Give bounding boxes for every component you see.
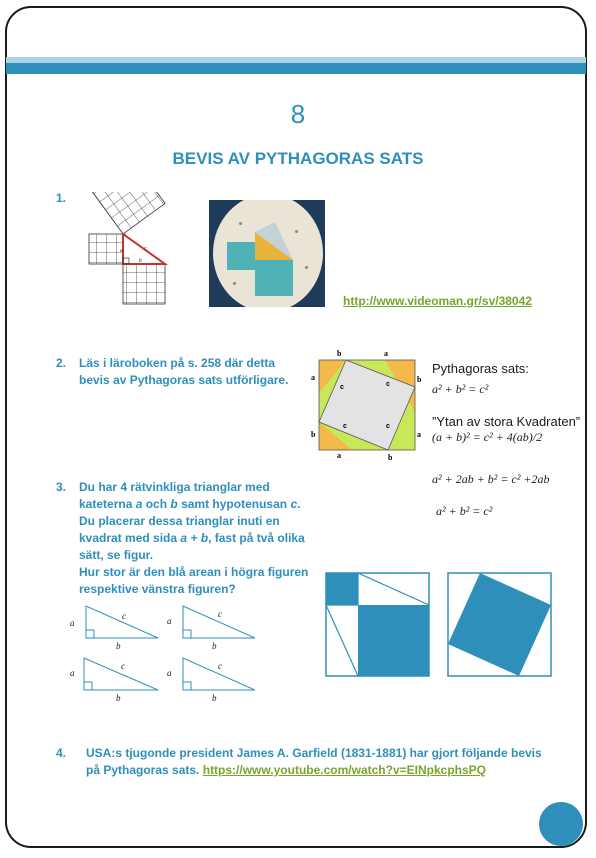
q3-var-c: c bbox=[290, 497, 298, 511]
pythagoras-formula: a² + b² = c² bbox=[432, 382, 489, 396]
q3-text-part: . Du placerar dessa trianglar inuti en kvadrat med sida bbox=[79, 497, 301, 545]
q2-fig-a-top: a bbox=[384, 350, 388, 358]
q3-text bbox=[79, 479, 311, 598]
page-number: 8 bbox=[290, 99, 306, 129]
q1-label-a: a bbox=[120, 248, 123, 254]
q2-fig-b-bottom: b bbox=[388, 453, 393, 460]
wheel-hole bbox=[239, 222, 242, 225]
q2-fig-b-top: b bbox=[337, 350, 342, 358]
tri2-a: a bbox=[167, 616, 172, 626]
wheel-hole bbox=[295, 230, 298, 233]
q1-label-b: b bbox=[139, 258, 142, 264]
q2-fig-c2: c bbox=[386, 381, 390, 388]
q4-youtube-link[interactable]: https://www.youtube.com/watch?v=EINpkcphsPQ bbox=[202, 763, 486, 777]
q3-var-a: a bbox=[135, 497, 143, 511]
q2-number: 2. bbox=[56, 356, 67, 370]
q3-var-b: b bbox=[170, 497, 178, 511]
q3-four-triangles-figure bbox=[66, 600, 266, 708]
q3-text-part: och bbox=[142, 497, 171, 511]
tri4-c: c bbox=[218, 661, 222, 671]
q4-text bbox=[86, 745, 546, 779]
q2-fig-b-left: b bbox=[311, 430, 316, 439]
tri3-a: a bbox=[70, 668, 75, 678]
ytan-formula: (a + b)² = c² + 4(ab)/2 bbox=[432, 430, 543, 444]
q3-var-side: a + b bbox=[180, 531, 209, 545]
wheel-hole bbox=[305, 266, 308, 269]
corner-circle bbox=[539, 802, 583, 846]
q2-fig-a-bottom: a bbox=[337, 451, 341, 460]
q2-fig-c3: c bbox=[343, 423, 347, 430]
q2-fig-a-left: a bbox=[311, 373, 315, 382]
q2-fig-c1: c bbox=[340, 384, 344, 391]
q3-number: 3. bbox=[56, 480, 67, 494]
q3-text-part: , fast på två olika sätt, se figur. bbox=[79, 531, 305, 562]
page-title: BEVIS AV PYTHAGORAS SATS bbox=[172, 149, 424, 168]
tri4-a: a bbox=[167, 668, 172, 678]
expand-formula: a² + 2ab + b² = c² +2ab bbox=[432, 472, 550, 486]
q3-right-square-figure bbox=[446, 571, 554, 679]
pythagoras-sats-label: Pythagoras sats: bbox=[432, 361, 529, 376]
tri2-b: b bbox=[212, 641, 217, 651]
header-band-dark bbox=[6, 63, 586, 74]
q1-grid-squares-figure bbox=[86, 192, 204, 308]
q2-fig-a-right: a bbox=[417, 430, 421, 439]
tri1-a: a bbox=[70, 618, 75, 628]
tri1-b: b bbox=[116, 641, 121, 651]
q2-fig-c4: c bbox=[386, 423, 390, 430]
wheel-hole bbox=[233, 282, 236, 285]
q3-question: Hur stor är den blå arean i högra figuren respektive vänstra figuren? bbox=[79, 565, 309, 596]
q2-fig-b-right: b bbox=[417, 375, 422, 384]
q1-label-c: c bbox=[144, 246, 147, 252]
tri3-c: c bbox=[121, 661, 125, 671]
q2-text: Läs i läroboken på s. 258 där detta bevis av Pythagoras sats utförligare. bbox=[79, 356, 289, 387]
q1-wheel-photo bbox=[209, 200, 325, 307]
yellow-triangle-region bbox=[209, 200, 325, 307]
q3-text-part: samt hypotenusan bbox=[177, 497, 291, 511]
tri2-c: c bbox=[218, 609, 222, 619]
q3-text-part: Du har 4 rätvinkliga trianglar med kateterna bbox=[79, 480, 270, 511]
ytan-label: ”Ytan av stora Kvadraten” bbox=[432, 414, 581, 429]
q1-number: 1. bbox=[56, 191, 67, 205]
tri3-b: b bbox=[116, 693, 121, 703]
tri4-b: b bbox=[212, 693, 217, 703]
q2-square-figure bbox=[310, 350, 422, 460]
q4-text-body: USA:s tjugonde president James A. Garfield (1831-1881) har gjort följande bevis på Pythagoras sats. bbox=[86, 746, 542, 777]
tri1-c: c bbox=[122, 611, 126, 621]
q1-video-link[interactable]: http://www.videoman.gr/sv/38042 bbox=[343, 294, 532, 308]
q4-number: 4. bbox=[56, 746, 67, 760]
q3-left-square-figure bbox=[324, 571, 432, 679]
result-formula: a² + b² = c² bbox=[436, 504, 493, 518]
